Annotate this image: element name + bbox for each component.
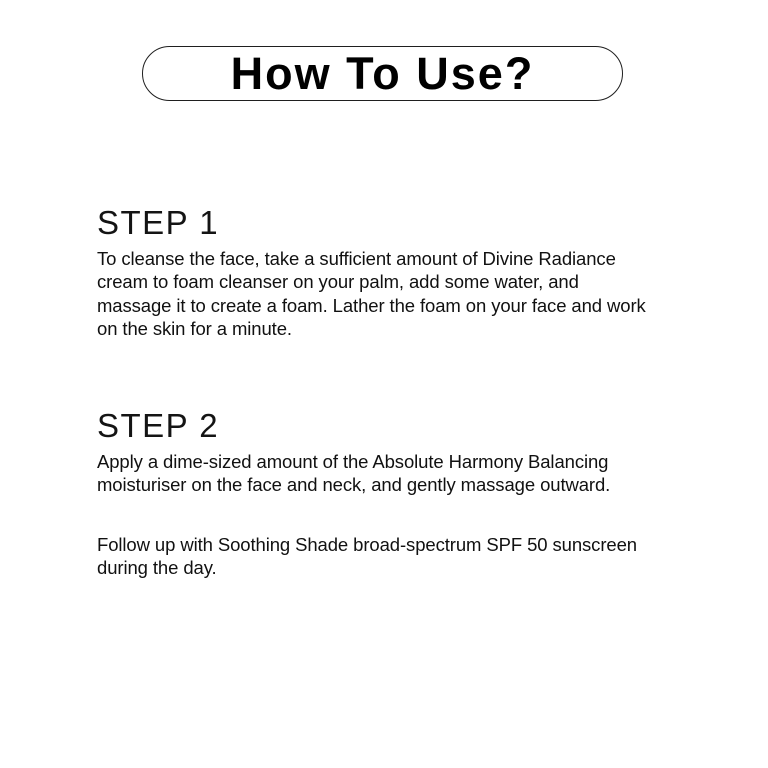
sunscreen-follow-up-note: Follow up with Soothing Shade broad-spectrum SPF 50 sunscreen during the day. xyxy=(97,534,637,579)
page-title: How To Use? xyxy=(230,48,535,99)
step-2-heading: STEP 2 xyxy=(97,407,220,444)
step-1-instructions: To cleanse the face, take a sufficient amount of Divine Radiance cream to foam cleanser on your palm, add some water, and massage it to create a foam. Lather the foam on your face and work on the skin for a minute. xyxy=(97,248,646,340)
step-2-section xyxy=(97,409,610,497)
title-pill xyxy=(142,46,623,101)
step-1-section xyxy=(97,206,646,341)
step-2-instructions: Apply a dime-sized amount of the Absolute Harmony Balancing moisturiser on the face and neck, and gently massage outward. xyxy=(97,451,611,496)
step-1-heading: STEP 1 xyxy=(97,204,220,241)
